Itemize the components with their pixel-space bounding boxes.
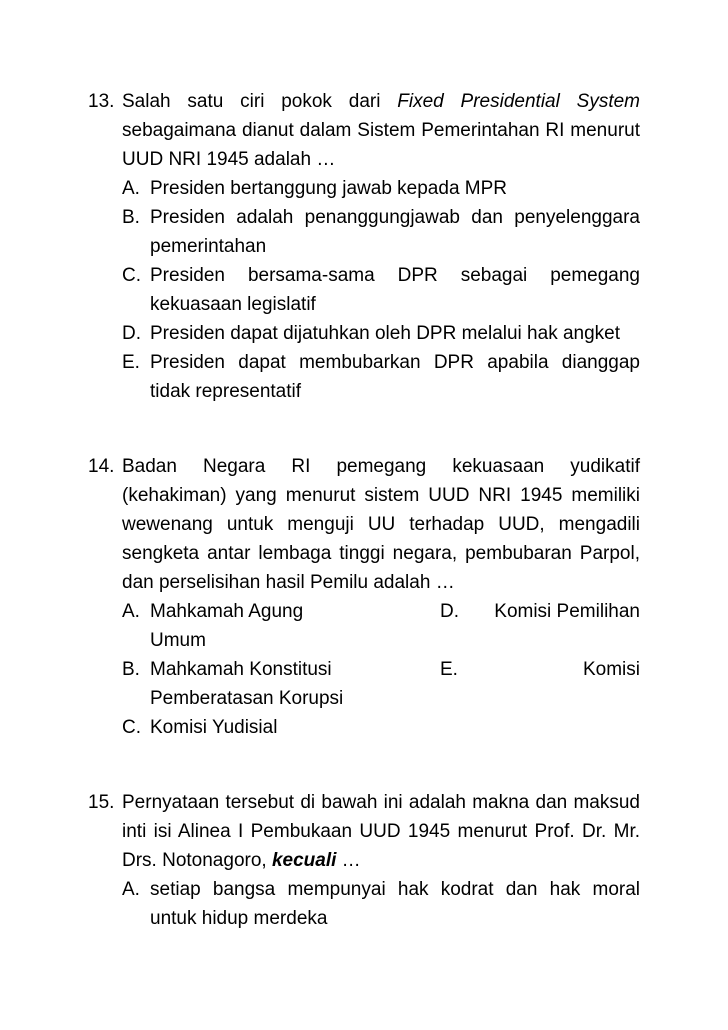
option-letter: C. bbox=[122, 717, 141, 738]
option-c bbox=[122, 261, 640, 319]
option-letter: A. bbox=[122, 178, 140, 199]
option-letter: A. bbox=[122, 601, 140, 622]
stem-text-end: sebagaimana dianut dalam Sistem Pemerintahan RI menurut UUD NRI 1945 adalah … bbox=[122, 120, 640, 170]
option-d bbox=[122, 319, 640, 348]
stem-emphasis: kecuali bbox=[271, 850, 337, 871]
answer-options bbox=[122, 597, 640, 742]
option-text: Komisi Yudisial bbox=[150, 717, 278, 738]
option-e bbox=[122, 348, 640, 406]
option-d-continued bbox=[122, 626, 640, 655]
option-letter: D. bbox=[440, 601, 459, 622]
option-letter: E. bbox=[440, 659, 458, 680]
option-row-a-d bbox=[122, 597, 640, 655]
option-b bbox=[122, 655, 640, 684]
question-number: 14. bbox=[88, 456, 115, 477]
option-text: Presiden adalah penanggungjawab dan penyelenggara pemerintahan bbox=[150, 207, 640, 257]
option-text: Presiden dapat membubarkan DPR apabila dianggap tidak representatif bbox=[150, 352, 640, 402]
option-a bbox=[122, 875, 640, 933]
stem-text: Salah satu ciri pokok dari bbox=[122, 91, 398, 112]
option-letter: A. bbox=[122, 879, 140, 900]
question-13 bbox=[88, 87, 640, 406]
option-text: Presiden dapat dijatuhkan oleh DPR melalui hak angket bbox=[150, 323, 621, 344]
option-row-b-e bbox=[122, 655, 640, 713]
question-number: 15. bbox=[88, 792, 115, 813]
option-text: Komisi Pemilihan bbox=[494, 601, 640, 622]
option-a bbox=[122, 174, 640, 203]
question-stem bbox=[122, 87, 640, 174]
question-stem bbox=[122, 788, 640, 875]
option-letter: B. bbox=[122, 207, 140, 228]
option-text-continued: Umum bbox=[150, 630, 206, 651]
option-text: Mahkamah Agung bbox=[150, 601, 304, 622]
option-text: Mahkamah Konstitusi bbox=[150, 659, 332, 680]
option-letter: D. bbox=[122, 323, 141, 344]
option-letter: C. bbox=[122, 265, 141, 286]
question-14 bbox=[88, 452, 640, 742]
option-letter: B. bbox=[122, 659, 140, 680]
option-text: Presiden bertanggung jawab kepada MPR bbox=[150, 178, 508, 199]
stem-italic-term: Fixed Presidential System bbox=[397, 91, 640, 112]
question-stem: Badan Negara RI pemegang kekuasaan yudikatif (kehakiman) yang menurut sistem UUD NRI 1945 memiliki wewenang untuk menguji UU terhadap UUD, mengadili sengketa antar lembaga tinggi negara, pembubaran Parpol, dan perselisihan hasil Pemilu adalah … bbox=[122, 456, 640, 593]
option-b bbox=[122, 203, 640, 261]
option-text-continued: Pemberatasan Korupsi bbox=[150, 688, 344, 709]
answer-options bbox=[122, 875, 640, 933]
stem-text-end: … bbox=[336, 850, 361, 871]
option-text: setiap bangsa mempunyai hak kodrat dan hak moral untuk hidup merdeka bbox=[150, 879, 640, 929]
option-c bbox=[122, 713, 640, 742]
option-letter: E. bbox=[122, 352, 140, 373]
stem-text: Pernyataan tersebut di bawah ini adalah makna dan maksud inti isi Alinea I Pembukaan UUD 1945 menurut Prof. Dr. Mr. Drs. Notonagoro, bbox=[122, 792, 640, 871]
answer-options bbox=[122, 174, 640, 406]
question-number: 13. bbox=[88, 91, 115, 112]
option-text: Komisi bbox=[582, 659, 640, 680]
option-text: Presiden bersama-sama DPR sebagai pemegang kekuasaan legislatif bbox=[150, 265, 640, 315]
question-15 bbox=[88, 788, 640, 933]
option-e-continued bbox=[122, 684, 640, 713]
